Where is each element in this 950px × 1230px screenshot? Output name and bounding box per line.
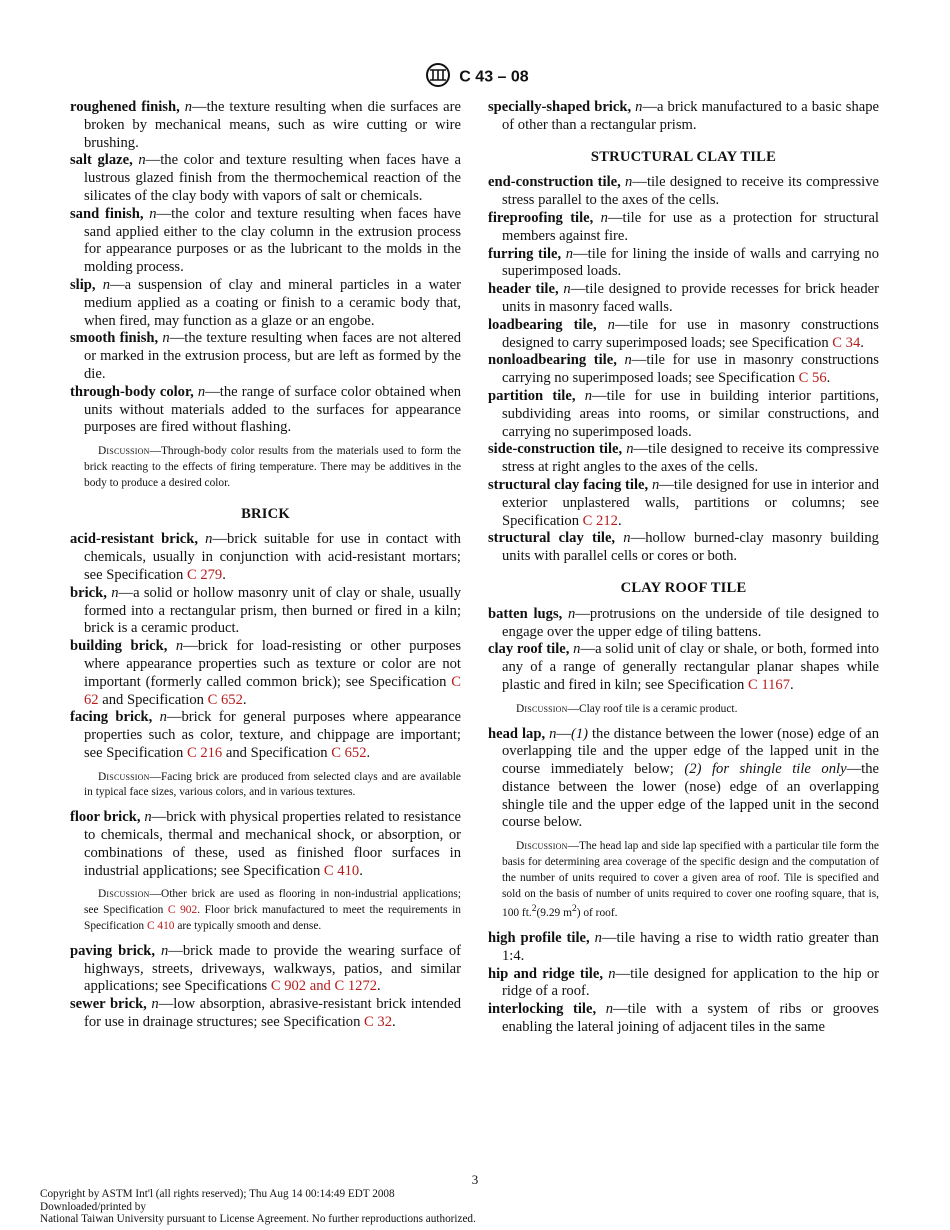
spec-link[interactable]: C 410 <box>323 862 360 879</box>
definition-header-tile: header tile, n—tile designed to provide recesses for brick header units in masonry faced walls. <box>488 281 879 315</box>
definition-clay-roof-tile: clay roof tile, n—a solid unit of clay or shale, or both, formed into any of a range of generally rectangular planar shapes while plastic and fired in kiln; see Specification C 1167. <box>488 641 880 693</box>
definition-paving-brick: paving brick, n—brick made to provide the wearing surface of highways, streets, driveways, walkways, patios, and similar applications; see Specifications C 902 and C 1272. <box>70 942 461 995</box>
definition-end-construction-tile: end-construction tile, n—tile designed to receive its compressive stress parallel to the axes of the cells. <box>488 174 879 209</box>
definition-batten-lugs: batten lugs, n—protrusions on the underside of tile designed to engage over the upper edge of tiling battens. <box>488 605 879 640</box>
spec-link[interactable]: C 56 <box>798 370 827 387</box>
footer-line: Downloaded/printed by <box>40 1200 146 1213</box>
spec-link[interactable]: C 652 <box>331 744 367 761</box>
section-heading-clay-roof-tile: CLAY ROOF TILE <box>620 579 747 596</box>
definition-acid-resistant-brick: acid-resistant brick, n—brick suitable for use in contact with chemicals, usually in conjunction with acid-resistant mortars; see Specification C 279. <box>70 531 461 583</box>
section-heading-brick: BRICK <box>241 505 290 522</box>
spec-link[interactable]: C 216 <box>186 744 223 761</box>
left-column <box>70 99 461 1032</box>
spec-link[interactable]: C 279 <box>186 566 223 583</box>
discussion-note: Discussion—Through-body color results from the materials used to form the brick reacting to the effects of firing temperature. There may be additives in the body to produce a desired color. <box>84 445 461 489</box>
definition-specially-shaped-brick: specially-shaped brick, n—a brick manufactured to a basic shape of other than a rectangular prism. <box>488 99 879 133</box>
page-number: 3 <box>471 1172 479 1187</box>
definition-slip: slip, n—a suspension of clay and mineral particles in a water medium applied as a coating or finish to a ceramic body that, when fired, may function as a glaze or an engobe. <box>70 276 461 329</box>
spec-link[interactable]: C 1167 <box>748 676 791 693</box>
spec-link[interactable]: C 902 <box>167 904 198 917</box>
definition-structural-clay-facing-tile: structural clay facing tile, n—tile designed for use in interior and exterior unplastered walls, partitions or columns; see Specification C 212. <box>488 476 879 529</box>
spec-link[interactable]: C 212 <box>582 512 618 529</box>
definition-salt-glaze: salt glaze, n—the color and texture resulting when faces have a lustrous glazed finish from the thermochemical reaction of the silicates of the clay body with vapors of salt or chemicals. <box>70 152 461 204</box>
definition-furring-tile: furring tile, n—tile for lining the inside of walls and carrying no superimposed loads. <box>488 245 880 280</box>
discussion-note: Discussion—Facing brick are produced from selected clays and are available in typical face sizes, various colors, and in various textures. <box>84 770 461 799</box>
spec-link[interactable]: C 902 and C 1272 <box>270 978 378 995</box>
discussion-note: Discussion—Other brick are used as flooring in non-industrial applications; see Specification C 902. Floor brick manufactured to meet the requirements in Specification C 410 are typically smooth and dense. <box>84 888 461 933</box>
document-code: C 43 – 08 <box>459 68 529 86</box>
definition-partition-tile: partition tile, n—tile for use in building interior partitions, subdividing areas into rooms, or similar constructions, and carrying no superimposed loads. <box>488 387 879 440</box>
definition-sand-finish: sand finish, n—the color and texture resulting when faces have sand applied either to the clay column in the extrusion process for appearance purposes or as the lubricant to the molds in the molding process. <box>70 205 461 276</box>
right-column <box>488 99 879 1037</box>
spec-link[interactable]: C 62 <box>84 673 461 708</box>
definition-floor-brick: floor brick, n—brick with physical properties related to resistance to chemicals, thermal and mechanical shock, or absorption, or combinations of these, used as finished floor surfaces in industrial applications; see Specification C 410. <box>70 809 461 879</box>
definition-hip-and-ridge-tile: hip and ridge tile, n—tile designed for application to the hip or ridge of a roof. <box>488 965 879 1000</box>
definition-head-lap: head lap, n—(1) the distance between the lower (nose) edge of an overlapping tile and the upper edge of the lapped unit in the course immediately below; (2) for shingle tile only—the distance between the lower (nose) edge of an overlapping shingle tile and the upper edge of the lapped unit in the second course below. <box>488 725 879 831</box>
definition-side-construction-tile: side-construction tile, n—tile designed to receive its compressive stress at right angles to the axes of the cells. <box>488 441 880 476</box>
discussion-note: Discussion—Clay roof tile is a ceramic product. <box>516 702 738 715</box>
page-header <box>0 62 950 93</box>
spec-link[interactable]: C 652 <box>207 691 243 708</box>
astm-logo-icon <box>421 62 455 93</box>
definition-nonloadbearing-tile: nonloadbearing tile, n—tile for use in masonry constructions carrying no superimposed loads; see Specification C 56. <box>488 352 879 387</box>
spec-link[interactable]: C 32 <box>364 1014 393 1031</box>
definition-building-brick: building brick, n—brick for load-resisting or other purposes where appearance properties such as texture or color are not important (formerly called common brick); see Specification C 62 and Specification C 652. <box>70 638 461 708</box>
discussion-note: Discussion—The head lap and side lap specified with a particular tile form the basis for determining area coverage of the specific design and the computation of the number of units required to cover a given area of roof. Tile is specified and sold on the basis of number of units required to cover one roofing square, that is, 100 ft.$^2$(9.29 $m^2$) of roof. <box>502 840 879 920</box>
definition-high-profile-tile: high profile tile, n—tile having a rise to width ratio greater than 1:4. <box>488 930 879 964</box>
footer-line: Copyright by ASTM Int'l (all rights reserved); Thu Aug 14 00:14:49 EDT 2008 <box>40 1188 395 1200</box>
definition-fireproofing-tile: fireproofing tile, n—tile for use as a protection for structural members against fire. <box>488 209 879 244</box>
definition-smooth-finish: smooth finish, n—the texture resulting when faces are not altered or marked in the extrusion process, but are left as formed by the die. <box>70 330 462 382</box>
definition-facing-brick: facing brick, n—brick for general purposes where appearance properties such as color, texture, and chippage are important; see Specification C 216 and Specification C 652. <box>70 709 461 761</box>
definition-sewer-brick: sewer brick, n—low absorption, abrasive-resistant brick intended for use in drainage structures; see Specification C 32. <box>70 996 462 1031</box>
copyright-footer <box>40 1188 476 1226</box>
definition-through-body-color: through-body color, n—the range of surface color obtained when units without materials added to the surfaces for appearance purposes are fired without flashing. <box>70 383 461 436</box>
definition-loadbearing-tile: loadbearing tile, n—tile for use in masonry constructions designed to carry superimposed loads; see Specification C 34. <box>488 316 879 351</box>
section-heading-structural-clay-tile: STRUCTURAL CLAY TILE <box>590 148 777 165</box>
footer-line: National Taiwan University pursuant to License Agreement. No further reproductions authorized. <box>40 1213 476 1226</box>
definition-roughened-finish: roughened finish, n—the texture resulting when die surfaces are broken by mechanical means, such as wire cutting or wire brushing. <box>70 99 461 151</box>
definition-structural-clay-tile: structural clay tile, n—hollow burned-clay masonry building units with parallel cells or cores or both. <box>488 530 879 565</box>
spec-link[interactable]: C 34 <box>832 334 861 351</box>
definition-interlocking-tile: interlocking tile, n—tile with a system of ribs or grooves enabling the lateral joining of adjacent tiles in the same <box>488 1001 879 1036</box>
spec-link[interactable]: C 410 <box>146 920 175 933</box>
definition-brick: brick, n—a solid or hollow masonry unit of clay or shale, usually formed into a rectangular prism, then burned or fired in a kiln; brick is a ceramic product. <box>70 584 461 637</box>
